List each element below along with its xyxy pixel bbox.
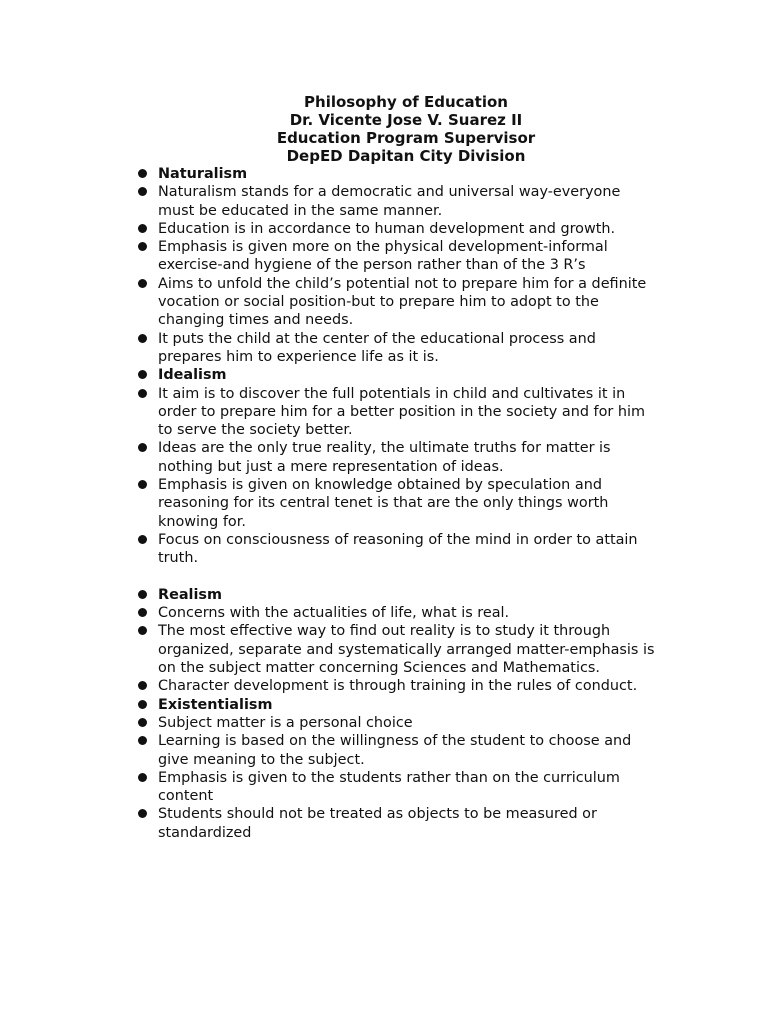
blank-line bbox=[138, 568, 658, 586]
bullet-icon bbox=[138, 718, 147, 727]
author-division: DepED Dapitan City Division bbox=[286, 147, 526, 165]
document-header bbox=[0, 93, 768, 165]
bullet-icon bbox=[138, 279, 147, 288]
bullet-icon bbox=[138, 681, 147, 690]
list-item: Ideas are the only true reality, the ultimate truths for matter is nothing but just a mere representation of ideas. bbox=[138, 439, 658, 476]
list-item: Learning is based on the willingness of the student to choose and give meaning to the subject. bbox=[138, 732, 658, 769]
section-heading-existentialism: Existentialism bbox=[138, 696, 658, 714]
list-item: Education is in accordance to human development and growth. bbox=[138, 220, 658, 238]
bullet-icon bbox=[138, 169, 147, 178]
bullet-icon bbox=[138, 773, 147, 782]
bullet-icon bbox=[138, 242, 147, 251]
list-item: Emphasis is given to the students rather than on the curriculum content bbox=[138, 769, 658, 806]
list-item: The most effective way to find out reality is to study it through organized, separate and systematically arranged matter-emphasis is on the subject matter concerning Sciences and Mathematics. bbox=[138, 622, 658, 677]
bullet-icon bbox=[138, 608, 147, 617]
list-item: Character development is through training in the rules of conduct. bbox=[138, 677, 658, 695]
list-item: Focus on consciousness of reasoning of the mind in order to attain truth. bbox=[138, 531, 658, 568]
section-heading-realism: Realism bbox=[138, 586, 658, 604]
list-item: Subject matter is a personal choice bbox=[138, 714, 658, 732]
bullet-icon bbox=[138, 535, 147, 544]
list-item: Emphasis is given on knowledge obtained by speculation and reasoning for its central tenet is that are the only things worth knowing for. bbox=[138, 476, 658, 531]
list-item: Students should not be treated as objects to be measured or standardized bbox=[138, 805, 658, 842]
bullet-icon bbox=[138, 187, 147, 196]
list-item: Aims to unfold the child’s potential not to prepare him for a definite vocation or social position-but to prepare him to adopt to the changing times and needs. bbox=[138, 275, 658, 330]
bullet-icon bbox=[138, 590, 147, 599]
author-name: Dr. Vicente Jose V. Suarez II bbox=[289, 111, 523, 129]
list-item: It puts the child at the center of the educational process and prepares him to experience life as it is. bbox=[138, 330, 658, 367]
bullet-icon bbox=[138, 389, 147, 398]
document-title: Philosophy of Education bbox=[304, 93, 508, 111]
list-item: Naturalism stands for a democratic and universal way-everyone must be educated in the same manner. bbox=[138, 183, 658, 220]
bullet-icon bbox=[138, 480, 147, 489]
bullet-icon bbox=[138, 370, 147, 379]
bullet-list bbox=[138, 165, 658, 842]
bullet-icon bbox=[138, 443, 147, 452]
author-position: Education Program Supervisor bbox=[276, 129, 536, 147]
bullet-icon bbox=[138, 809, 147, 818]
section-heading-idealism: Idealism bbox=[138, 366, 658, 384]
bullet-icon bbox=[138, 626, 147, 635]
bullet-icon bbox=[138, 334, 147, 343]
bullet-icon bbox=[138, 700, 147, 709]
bullet-icon bbox=[138, 736, 147, 745]
list-item: It aim is to discover the full potentials in child and cultivates it in order to prepare him for a better position in the society and for him to serve the society better. bbox=[138, 385, 658, 440]
bullet-icon bbox=[138, 224, 147, 233]
list-item: Emphasis is given more on the physical development-informal exercise-and hygiene of the person rather than of the 3 R’s bbox=[138, 238, 658, 275]
section-heading-naturalism: Naturalism bbox=[138, 165, 658, 183]
list-item: Concerns with the actualities of life, what is real. bbox=[138, 604, 658, 622]
